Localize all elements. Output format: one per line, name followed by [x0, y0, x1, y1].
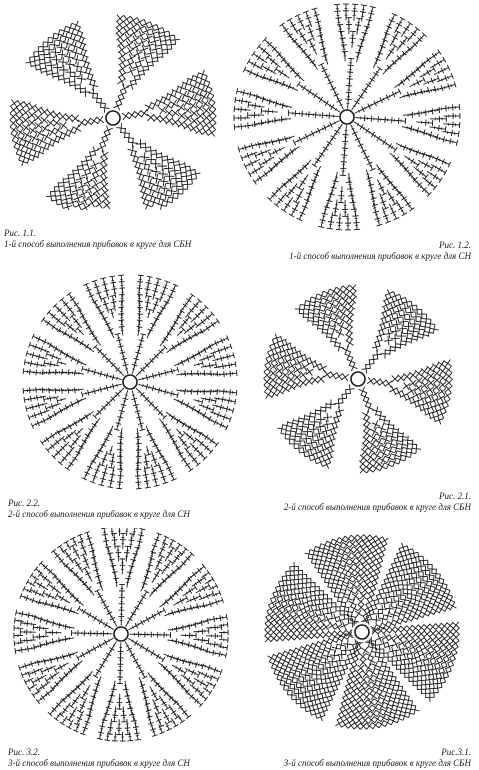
- center-ring: [123, 375, 137, 389]
- wedge: [264, 334, 349, 399]
- wedge: [138, 384, 237, 430]
- wedge: [268, 632, 361, 721]
- figure-caption: 3-й способ выполнения прибавок в круге для СН: [8, 758, 190, 768]
- diagram-fig-1-1: [0, 5, 232, 210]
- wedge: [138, 335, 237, 380]
- wedge: [234, 88, 339, 130]
- wedge: [280, 8, 344, 110]
- center-ring: [340, 110, 354, 124]
- wedge: [116, 123, 200, 209]
- wedge: [238, 121, 340, 185]
- wedge: [82, 390, 128, 489]
- wedge: [363, 543, 456, 632]
- wedge: [295, 285, 358, 372]
- wedge: [23, 334, 122, 380]
- wedge: [354, 50, 456, 114]
- wedge: [351, 124, 415, 226]
- caption-fig-1-1: [4, 228, 191, 250]
- wedge: [23, 384, 122, 429]
- diagram-fig-2-1: [250, 283, 472, 483]
- wedge: [83, 275, 128, 374]
- caption-fig-2-2: [8, 498, 190, 520]
- wedge: [334, 4, 376, 109]
- figure-number: Рис. 2.2.: [8, 498, 40, 508]
- wedge: [318, 125, 360, 230]
- diagram-fig-3-1: [260, 530, 475, 740]
- wedge: [132, 390, 177, 489]
- caption-fig-2-1: [284, 491, 471, 513]
- wedge: [305, 535, 389, 626]
- figure-number: Рис. 1.2.: [439, 240, 471, 250]
- wedge: [26, 21, 110, 113]
- center-ring: [355, 625, 369, 639]
- wedge: [132, 275, 178, 374]
- diagram-fig-1-2: [226, 0, 476, 238]
- center-ring: [106, 111, 120, 125]
- wedge: [335, 638, 419, 729]
- figure-number: Рис. 3.2.: [8, 747, 40, 757]
- center-ring: [114, 627, 128, 641]
- wedge: [367, 360, 452, 425]
- figure-number: Рис.3.1.: [441, 747, 471, 757]
- figure-caption: 1-й способ выполнения прибавок в круге для СБН: [4, 239, 192, 249]
- caption-fig-3-2: [8, 747, 190, 769]
- center-ring: [351, 372, 365, 386]
- wedge: [358, 387, 421, 474]
- figure-caption: 3-й способ выполнения прибавок в круге для СБН: [283, 758, 471, 768]
- figure-number: Рис. 2.1.: [439, 491, 471, 501]
- figure-caption: 1-й способ выполнения прибавок в круге для СН: [289, 251, 471, 261]
- wedge: [113, 15, 180, 110]
- wedge: [355, 104, 460, 146]
- figure-caption: 2-й способ выполнения прибавок в круге для СБН: [283, 502, 471, 512]
- diagram-fig-3-2: [8, 528, 240, 743]
- figure-caption: 2-й способ выполнения прибавок в круге для СН: [8, 509, 190, 519]
- caption-fig-1-2: [289, 240, 471, 262]
- figure-number: Рис. 1.1.: [4, 228, 36, 238]
- wedge: [361, 289, 438, 373]
- caption-fig-3-1: [284, 747, 471, 769]
- wedge: [277, 385, 354, 469]
- diagram-fig-2-2: [15, 268, 247, 490]
